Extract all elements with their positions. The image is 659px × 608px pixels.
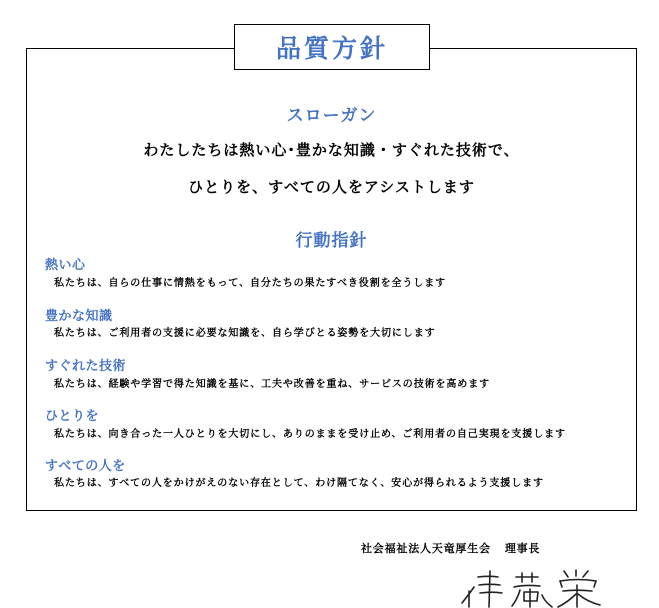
slogan-line-2: ひとりを、すべての人をアシストします [188,178,475,196]
guideline-text: 私たちは、ご利用者の支援に必要な知識を、自ら学びとる姿勢を大切にします [54,328,436,339]
guideline-title: 熱い心 [45,258,86,273]
signatory-role: 理事長 [504,542,541,555]
signatory [361,540,540,556]
guideline-title: すべての人を [45,459,126,474]
slogan-line-1: わたしたちは熱い心･豊かな知識・すぐれた技術で、 [143,141,520,159]
guideline-text: 私たちは、すべての人をかけがえのない存在として、わけ隔てなく、安心が得られるよう支援します [54,478,544,489]
handwritten-signature [460,565,610,608]
guideline-text: 私たちは、自らの仕事に情熱をもって、自分たちの果たすべき役割を全うします [54,278,446,289]
guidelines-heading: 行動指針 [295,231,368,251]
guideline-title: すぐれた技術 [45,359,127,374]
guideline-text: 私たちは、向き合った一人ひとりを大切にし、ありのままを受け止め、ご利用者の自己実現を支援します [54,429,566,440]
guideline-title: 豊かな知識 [45,309,113,324]
guideline-title: ひとりを [45,409,100,424]
page-title: 品質方針 [234,24,430,70]
organization-name: 社会福祉法人天竜厚生会 [361,542,491,555]
slogan-heading: スローガン [286,106,377,126]
guideline-text: 私たちは、経験や学習で得た知識を基に、工夫や改善を重ね、サービスの技術を高めます [54,379,490,390]
